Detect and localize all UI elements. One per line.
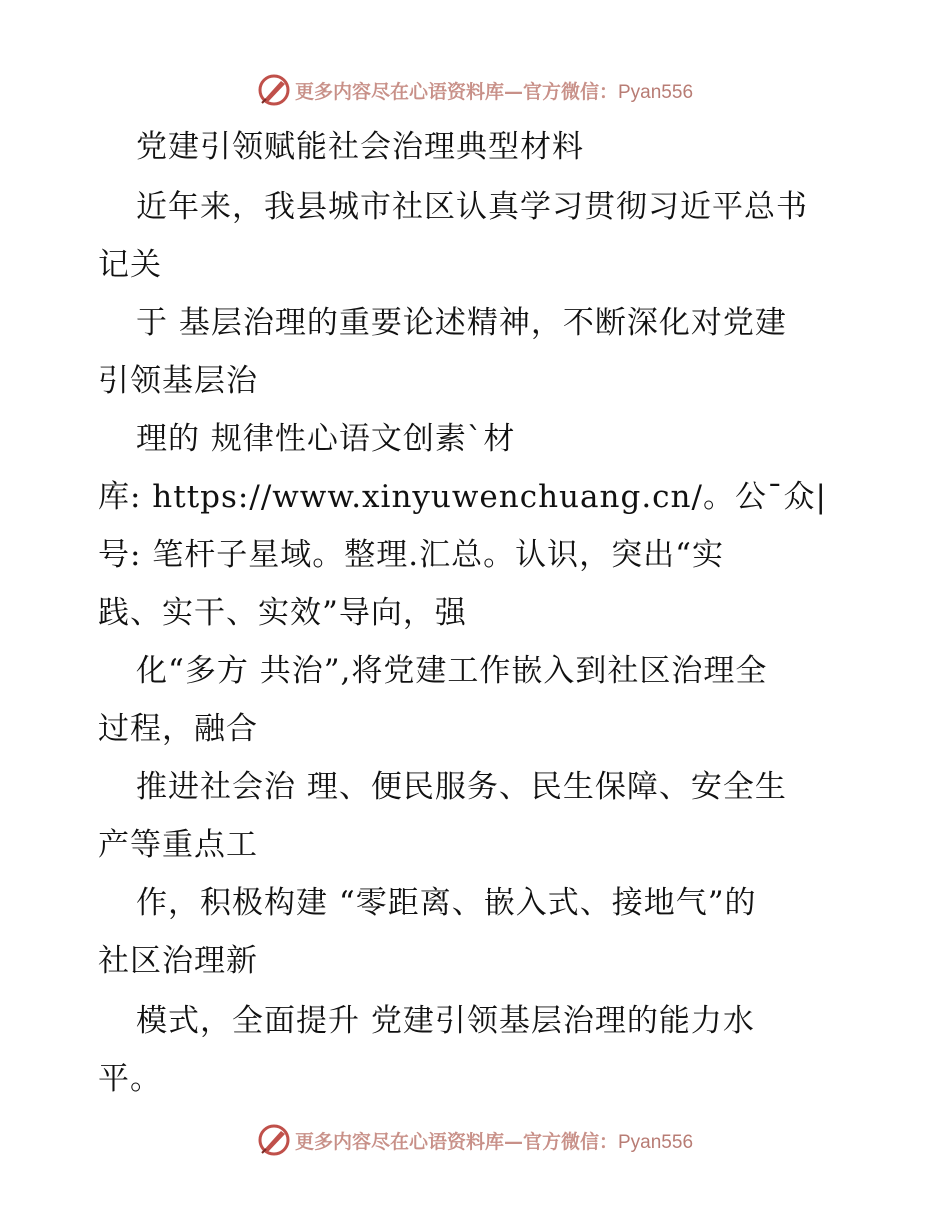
header-watermark xyxy=(0,70,950,110)
doc-line: 社区治理新 xyxy=(98,943,258,979)
doc-line: 理的 规律性心语文创素`材 xyxy=(136,421,516,457)
doc-line: 号: 笔杆子星域。整理.汇总。认识，突出“实 xyxy=(98,537,724,573)
doc-line: 近年来，我县城市社区认真学习贯彻习近平总书 xyxy=(136,189,808,225)
quill-logo-icon xyxy=(257,1123,291,1157)
doc-line: 平。 xyxy=(98,1061,162,1097)
doc-line: 过程，融合 xyxy=(98,711,258,747)
doc-line: 于 基层治理的重要论述精神，不断深化对党建 xyxy=(136,305,787,341)
doc-line: 推进社会治 理、便民服务、民生保障、安全生 xyxy=(136,769,787,805)
doc-line: 库: https://www.xinyuwenchuang.cn/。公¯众| xyxy=(98,479,827,515)
watermark-text xyxy=(295,1127,693,1154)
doc-line: 践、实干、实效”导向，强 xyxy=(98,595,467,631)
watermark-label: 更多内容尽在心语资料库—官方微信： xyxy=(294,1130,618,1153)
watermark-label: 更多内容尽在心语资料库—官方微信： xyxy=(294,80,618,103)
wechat-handle: Pyan556 xyxy=(618,1131,694,1153)
doc-line: 记关 xyxy=(98,247,162,283)
quill-logo-icon xyxy=(257,73,291,107)
doc-line: 产等重点工 xyxy=(98,827,258,863)
doc-line: 引领基层治 xyxy=(98,363,258,399)
doc-line: 作，积极构建 “零距离、嵌入式、接地气”的 xyxy=(136,885,757,921)
doc-line: 模式，全面提升 党建引领基层治理的能力水 xyxy=(136,1003,755,1039)
wechat-handle: Pyan556 xyxy=(618,81,694,103)
footer-watermark xyxy=(0,1120,950,1160)
doc-title: 党建引领赋能社会治理典型材料 xyxy=(136,129,584,165)
doc-line: 化“多方 共治”,将党建工作嵌入到社区治理全 xyxy=(136,653,768,689)
watermark-text xyxy=(295,77,693,104)
